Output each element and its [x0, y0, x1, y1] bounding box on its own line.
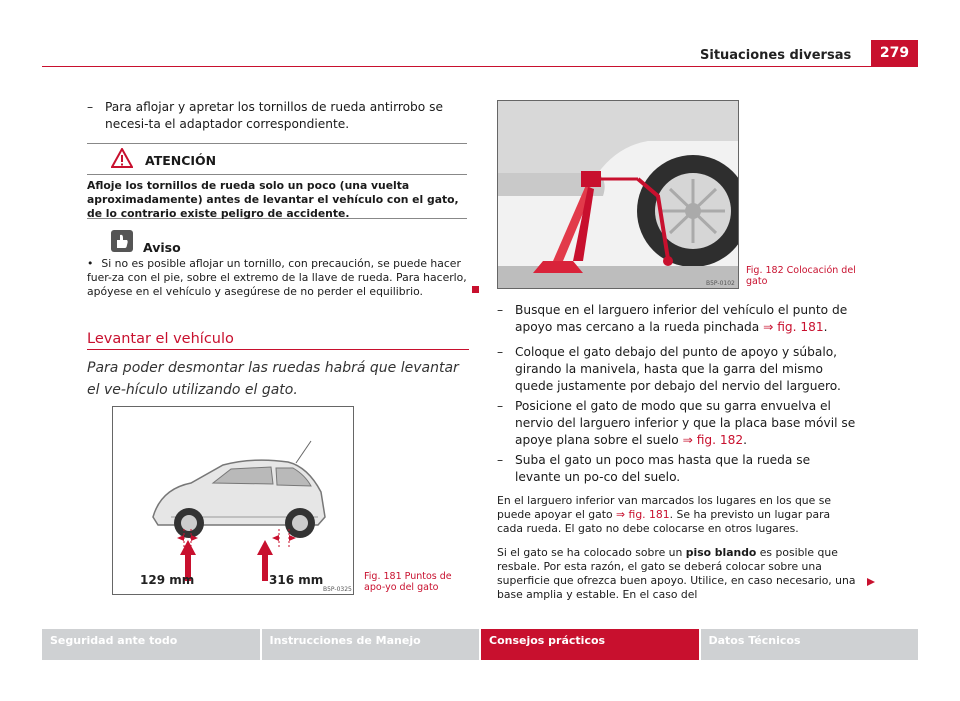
step-item [497, 302, 857, 336]
paragraph-text: Si el gato se ha colocado sobre un [497, 546, 686, 559]
footer-nav [42, 629, 918, 660]
end-marker [472, 286, 479, 293]
note-text [87, 257, 469, 299]
header-rule [42, 66, 918, 67]
step-text-end: . [823, 320, 828, 334]
paragraph-text: En el larguero inferior van marcados los lugares en los que se puede apoyar el gato [497, 494, 831, 521]
note-title: Aviso [143, 240, 181, 255]
figure-reference-link[interactable]: ⇒ fig. 182 [682, 433, 744, 447]
dash-marker: – [497, 303, 504, 317]
section-intro: Para poder desmontar las ruedas habrá que levantar el ve-hículo utilizando el gato. [87, 360, 459, 398]
dash-marker: – [87, 100, 94, 114]
figure-reference-link[interactable]: ⇒ fig. 181 [616, 508, 670, 521]
step-item [497, 398, 857, 449]
footer-tab-consejos[interactable]: Consejos prácticos [481, 629, 699, 660]
jack-wheel-illustration [498, 101, 738, 288]
section-title: Situaciones diversas [700, 48, 852, 63]
footer-tab-datos[interactable]: Datos Técnicos [701, 629, 919, 660]
emphasis-text: piso blando [685, 546, 757, 559]
note-bullet: • [87, 257, 94, 270]
step-text: Busque en el larguero inferior del vehículo el punto de apoyo mas cercano a la rueda pinchada [515, 303, 848, 334]
figure-181 [112, 406, 354, 595]
warning-triangle-icon [111, 148, 133, 168]
warning-header [87, 144, 467, 175]
warning-title: ATENCIÓN [145, 153, 217, 168]
subheading-rule [87, 349, 469, 350]
step-text: Posicione el gato de modo que su garra envuelva el nervio del larguero inferior y que la placa base móvil se apoye plana sobre el suelo [515, 399, 856, 447]
warning-box [87, 143, 467, 219]
note-icon [111, 230, 133, 252]
fig181-label-front: 129 mm [140, 573, 195, 587]
figure-182 [497, 100, 739, 289]
page-number: 279 [871, 40, 918, 66]
body-paragraph [497, 494, 857, 536]
warning-text: Afloje los tornillos de rueda solo un poco (una vuelta aproximadamente) antes de levantar el vehículo con el gato, de lo contrario existe peligro de accidente. [87, 179, 459, 220]
step-item [497, 344, 857, 395]
step-text-end: . [743, 433, 747, 447]
step-text: Coloque el gato debajo del punto de apoyo y súbalo, girando la manivela, hasta que la garra del mismo quede justamente por debajo del nervio del larguero. [515, 345, 841, 393]
section-subheading: Levantar el vehículo [87, 331, 234, 347]
fig182-code: B5P-0102 [706, 280, 735, 287]
fig181-code: B5P-0325 [323, 586, 352, 593]
continue-arrow-icon [866, 577, 876, 587]
paragraph-text-end: . Se ha previsto un lugar para cada rueda. El gato no debe colocarse en otros lugares. [497, 508, 831, 535]
intro-item-text: Para aflojar y apretar los tornillos de rueda antirrobo se necesi-ta el adaptador correspondiente. [105, 100, 443, 131]
dash-marker: – [497, 453, 504, 467]
dash-marker: – [497, 345, 504, 359]
dash-marker: – [497, 399, 504, 413]
fig181-caption: Fig. 181 Puntos de apo-yo del gato [364, 571, 452, 593]
footer-tab-instrucciones[interactable]: Instrucciones de Manejo [262, 629, 480, 660]
step-text: Suba el gato un poco mas hasta que la rueda se levante un po-co del suelo. [515, 453, 811, 484]
step-item [497, 452, 857, 486]
intro-list-item [87, 99, 467, 133]
body-paragraph [497, 546, 857, 602]
fig182-caption: Fig. 182 Colocación del gato [746, 265, 856, 287]
paragraph-text-end: es posible que resbale. Por esta razón, el gato se deberá colocar sobre una superficie que ofrezca buen apoyo. Utilice, en caso necesario, una base amplia y estable. En el caso del [497, 546, 856, 601]
note-body: Si no es posible aflojar un tornillo, con precaución, se puede hacer fuer-za con el pie, sobre el extremo de la llave de rueda. Para hacerlo, apóyese en el vehículo y asegúrese de no perder el equilibrio. [87, 257, 467, 298]
figure-reference-link[interactable]: ⇒ fig. 181 [763, 320, 824, 334]
footer-tab-seguridad[interactable]: Seguridad ante todo [42, 629, 260, 660]
fig181-label-rear: 316 mm [269, 573, 324, 587]
car-side-illustration [113, 407, 353, 594]
